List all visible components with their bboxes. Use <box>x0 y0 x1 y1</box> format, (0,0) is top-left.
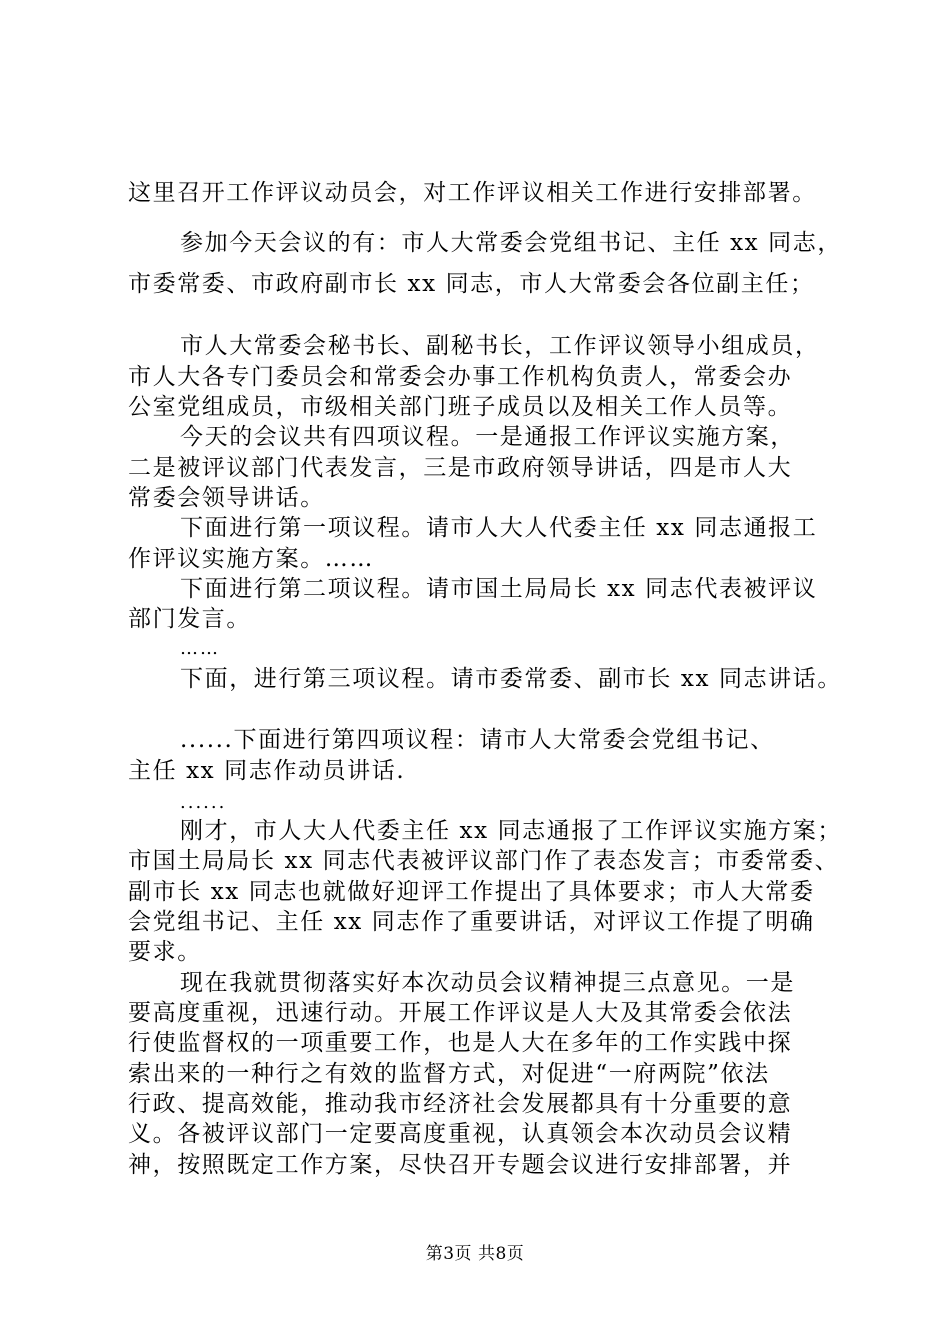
body-line: 市国土局局长 xx 同志代表被评议部门作了表态发言；市委常委、 <box>128 848 840 874</box>
body-line: 常委会领导讲话。 <box>128 485 325 511</box>
body-line: 今天的会议共有四项议程。一是通报工作评议实施方案， <box>180 424 795 450</box>
body-line: ......下面进行第四项议程：请市人大常委会党组书记、 <box>180 727 775 753</box>
body-line: 市人大常委会秘书长、副秘书长，工作评议领导小组成员， <box>180 333 820 359</box>
body-line: 要求。 <box>128 939 202 965</box>
body-line: 下面，进行第三项议程。请市委常委、副市长 xx 同志讲话。 <box>180 666 842 692</box>
body-line: 市委常委、市政府副市长 xx 同志，市人大常委会各位副主任； <box>128 271 815 297</box>
body-line: 部门发言。 <box>128 606 251 632</box>
body-line: 公室党组成员，市级相关部门班子成员以及相关工作人员等。 <box>128 394 793 420</box>
body-line: 现在我就贯彻落实好本次动员会议精神提三点意见。一是 <box>180 970 795 996</box>
body-line: 参加今天会议的有：市人大常委会党组书记、主任 xx 同志， <box>180 230 842 256</box>
body-line: 会党组书记、主任 xx 同志作了重要讲话，对评议工作提了明确 <box>128 909 815 935</box>
body-line: 下面进行第一项议程。请市人大人代委主任 xx 同志通报工 <box>180 515 818 541</box>
body-line: 神，按照既定工作方案，尽快召开专题会议进行安排部署，并 <box>128 1152 793 1178</box>
body-line: …… <box>180 638 220 659</box>
body-line: 二是被评议部门代表发言，三是市政府领导讲话，四是市人大 <box>128 455 793 481</box>
body-line: 刚才，市人大人代委主任 xx 同志通报了工作评议实施方案； <box>180 818 842 844</box>
body-line: 主任 xx 同志作动员讲话. <box>128 758 406 784</box>
body-line: 市人大各专门委员会和常委会办事工作机构负责人，常委会办 <box>128 364 793 390</box>
body-line: 要高度重视，迅速行动。开展工作评议是人大及其常委会依法 <box>128 1000 793 1026</box>
body-line: 这里召开工作评议动员会，对工作评议相关工作进行安排部署。 <box>128 180 817 206</box>
body-line: 副市长 xx 同志也就做好迎评工作提出了具体要求；市人大常委 <box>128 879 815 905</box>
body-line: 下面进行第二项议程。请市国土局局长 xx 同志代表被评议 <box>180 576 818 602</box>
body-line: 行使监督权的一项重要工作，也是人大在多年的工作实践中探 <box>128 1030 793 1056</box>
body-line: 索出来的一种行之有效的监督方式，对促进“一府两院”依法 <box>128 1061 770 1087</box>
page-number-footer: 第3页 共8页 <box>425 1244 525 1264</box>
body-line: 行政、提高效能，推动我市经济社会发展都具有十分重要的意 <box>128 1091 793 1117</box>
body-line: 义。各被评议部门一定要高度重视，认真领会本次动员会议精 <box>128 1121 793 1147</box>
body-line: ...... <box>180 792 227 813</box>
body-line: 作评议实施方案。…… <box>128 546 374 572</box>
